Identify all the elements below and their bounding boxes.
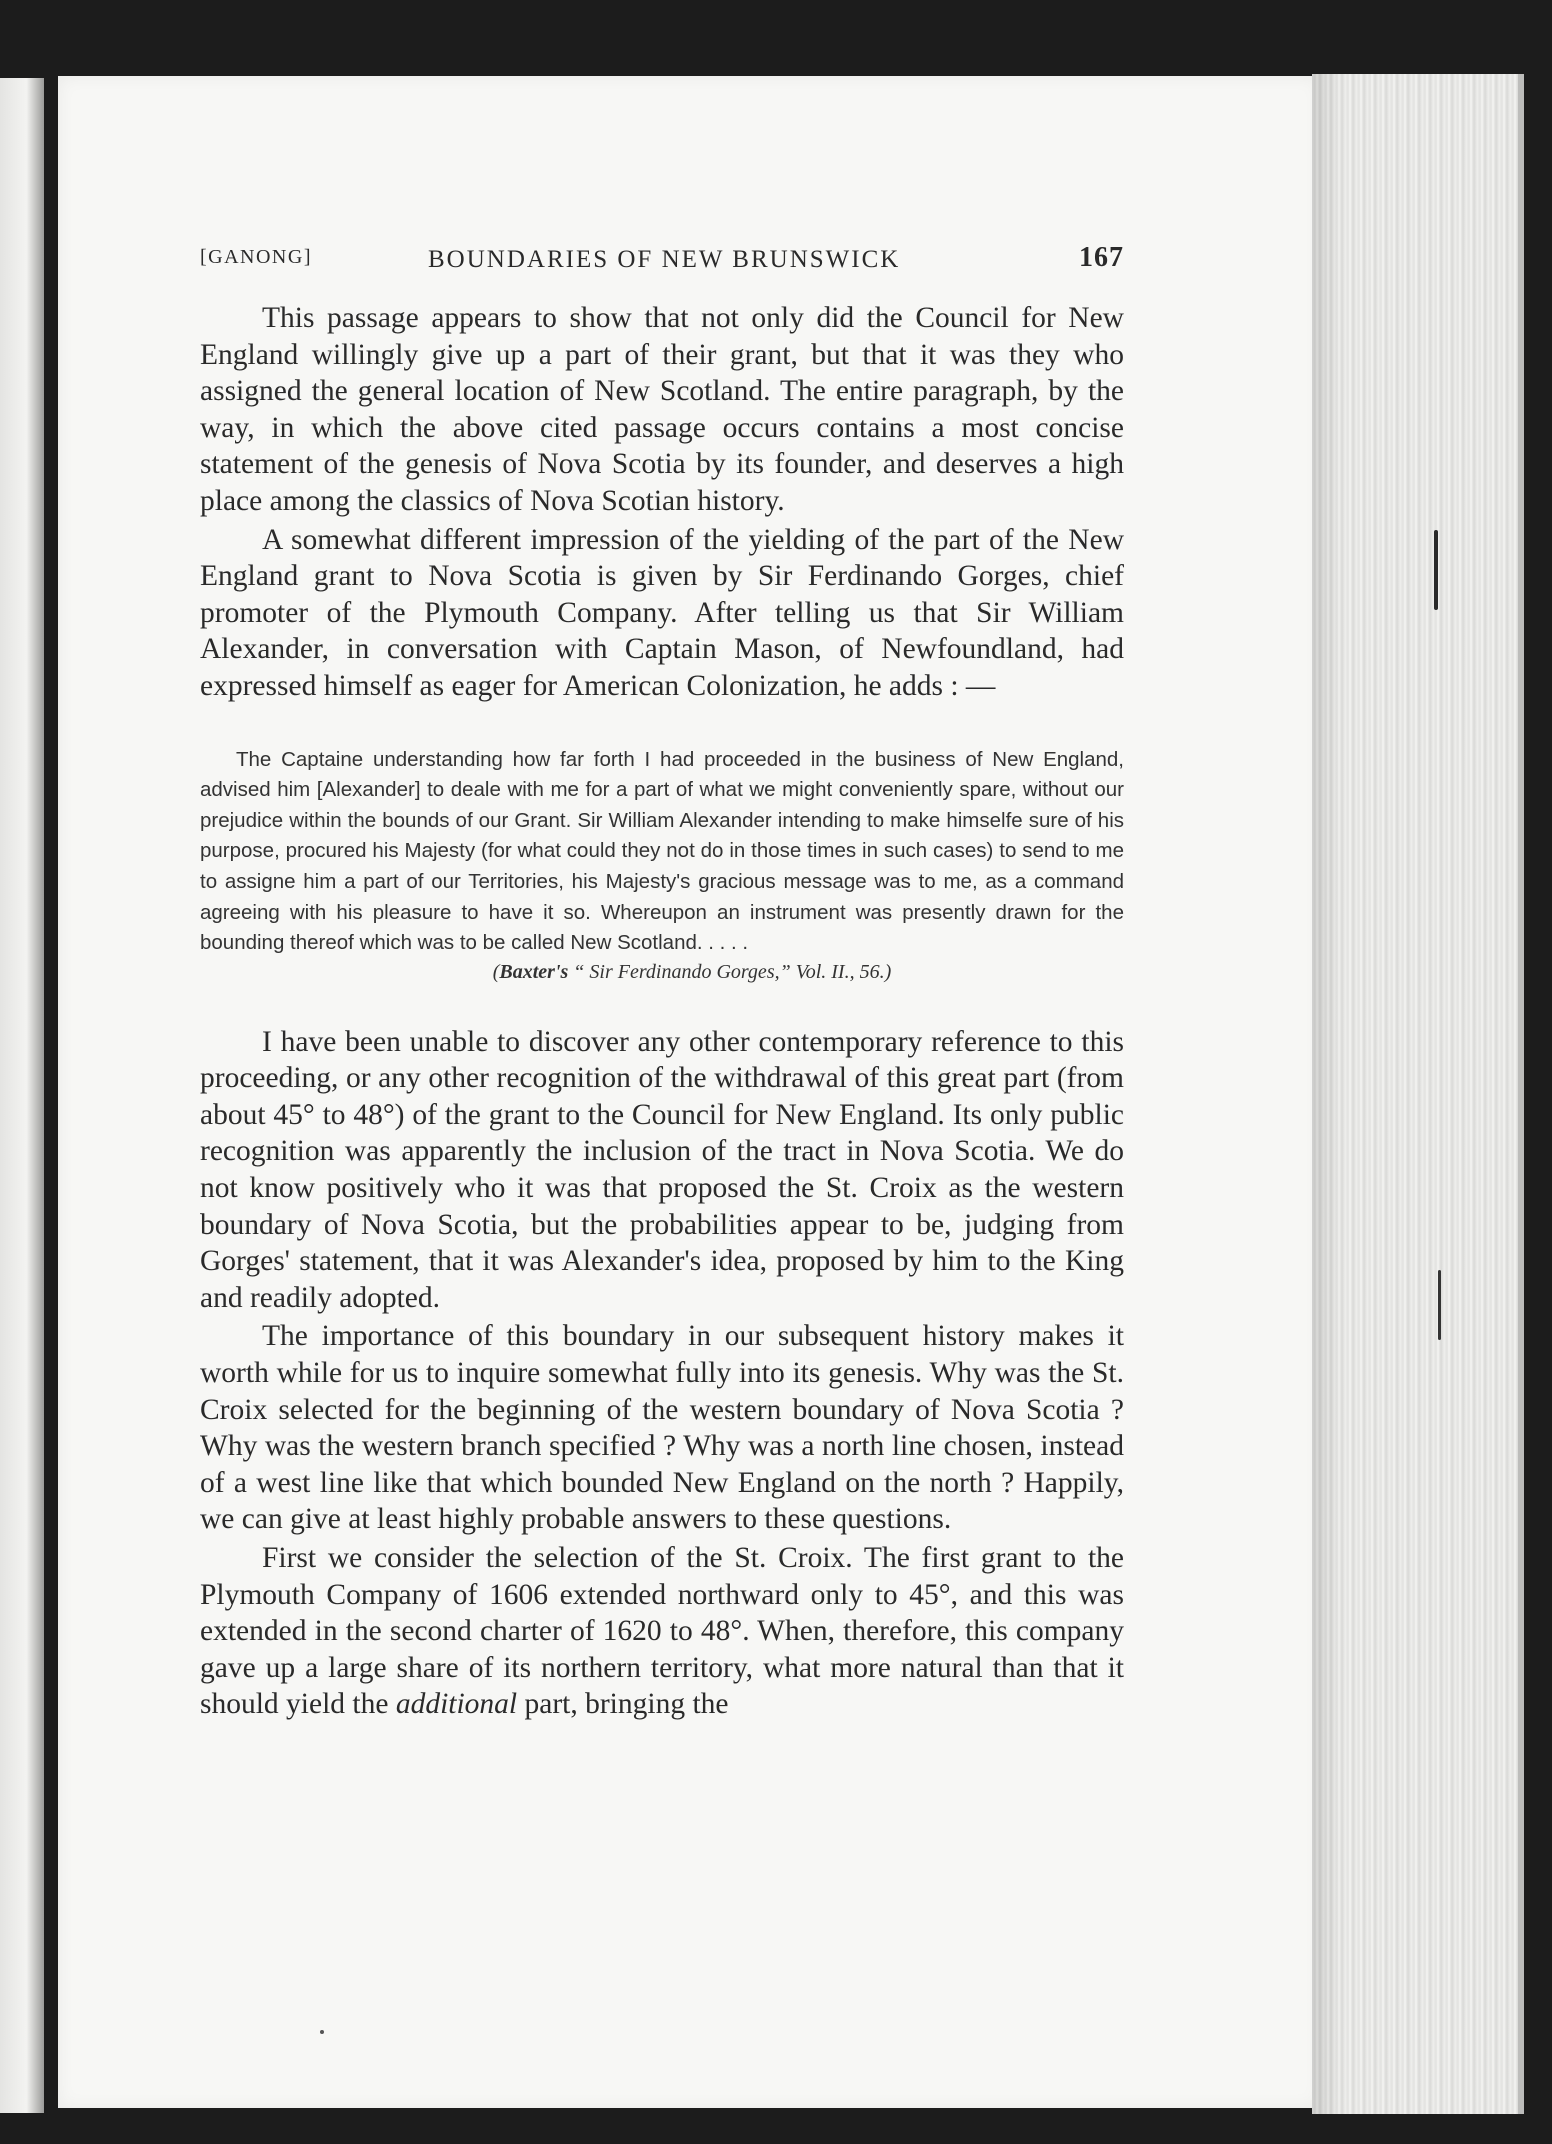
speck — [320, 2030, 324, 2034]
page-content — [200, 240, 1124, 1723]
paragraph: I have been unable to discover any other contemporary reference to this proceeding, or any other recognition of the withdrawal of this great part (from about 45° to 48°) of the grant to the Council for New England. Its only public recognition was apparently the inclusion of the tract in Nova Scotia. We do not know positively who it was that proposed the St. Croix as the western boundary of Nova Scotia, but the probabilities appear to be, judging from Gorges' statement, that it was Alexander's idea, proposed by him to the King and readily adopted. — [200, 1025, 1124, 1314]
paragraph: The importance of this boundary in our subsequent history makes it worth while for us to inquire somewhat fully into its genesis. Why was the St. Croix selected for the beginning of the western boundary of Nova Scotia ? Why was the western branch specified ? Why was a north line chosen, instead of a west line like that which bounded New England on the north ? Happily, we can give at least highly probable answers to these questions. — [200, 1320, 1124, 1536]
book-page-edges — [1312, 74, 1524, 2114]
citation-open: ( — [492, 960, 500, 983]
emphasized-word: additional — [395, 1688, 518, 1721]
block-quote: The Captaine understanding how far forth I had proceeded in the business of New England, advised him [Alexander] to deale with me for a part of what we might conveniently spare, without our prejudice within the bounds of our Grant. Sir William Alexander intending to make himselfe sure of his purpose, procured his Majesty (for what could they not do in those times in such cases) to send to me to assigne him a part of our Territories, his Majesty's gracious message was to me, as a command agreeing with his pleasure to have it so. Whereupon an instrument was presently drawn for the bounding thereof which was to be called New Scotland. . . . . — [200, 747, 1124, 955]
paragraph: A somewhat different impression of the yielding of the part of the New England grant to Nova Scotia is given by Sir Ferdinando Gorges, chief promoter of the Plymouth Company. After telling us that Sir William Alexander, in conversation with Captain Mason, of Newfoundland, had expressed himself as eager for American Colonization, he adds : — — [200, 523, 1124, 702]
paragraph-text-end: part, bringing the — [517, 1688, 729, 1721]
page-number: 167 — [1079, 242, 1124, 273]
edge-mark — [1434, 530, 1438, 610]
page-edge-shadow — [1312, 74, 1342, 2114]
running-header — [200, 240, 1124, 280]
citation-author: Baxter's — [499, 960, 569, 983]
paragraph — [200, 1540, 1124, 1723]
header-title: BOUNDARIES OF NEW BRUNSWICK — [428, 246, 901, 273]
edge-mark — [1438, 1270, 1441, 1340]
quote-citation — [260, 961, 1124, 984]
previous-page-edge — [0, 78, 44, 2113]
header-author: [GANONG] — [200, 246, 312, 268]
paragraph-text: First we consider the selection of the St. Croix. The first grant to the Plymouth Company of 1606 extended northward only to 45°, and this was extended in the second charter of 1620 to 48°. When, therefore, this company gave up a large share of its northern territory, what more natural than that it should yield the — [200, 1542, 1124, 1721]
citation-source: “ Sir Ferdinando Gorges,” Vol. II., 56.) — [568, 960, 892, 983]
paragraph: This passage appears to show that not only did the Council for New England willingly give up a part of their grant, but that it was they who assigned the general location of New Scotland. The entire paragraph, by the way, in which the above cited passage occurs contains a most concise statement of the genesis of Nova Scotia by its founder, and deserves a high place among the classics of Nova Scotian history. — [200, 302, 1124, 517]
